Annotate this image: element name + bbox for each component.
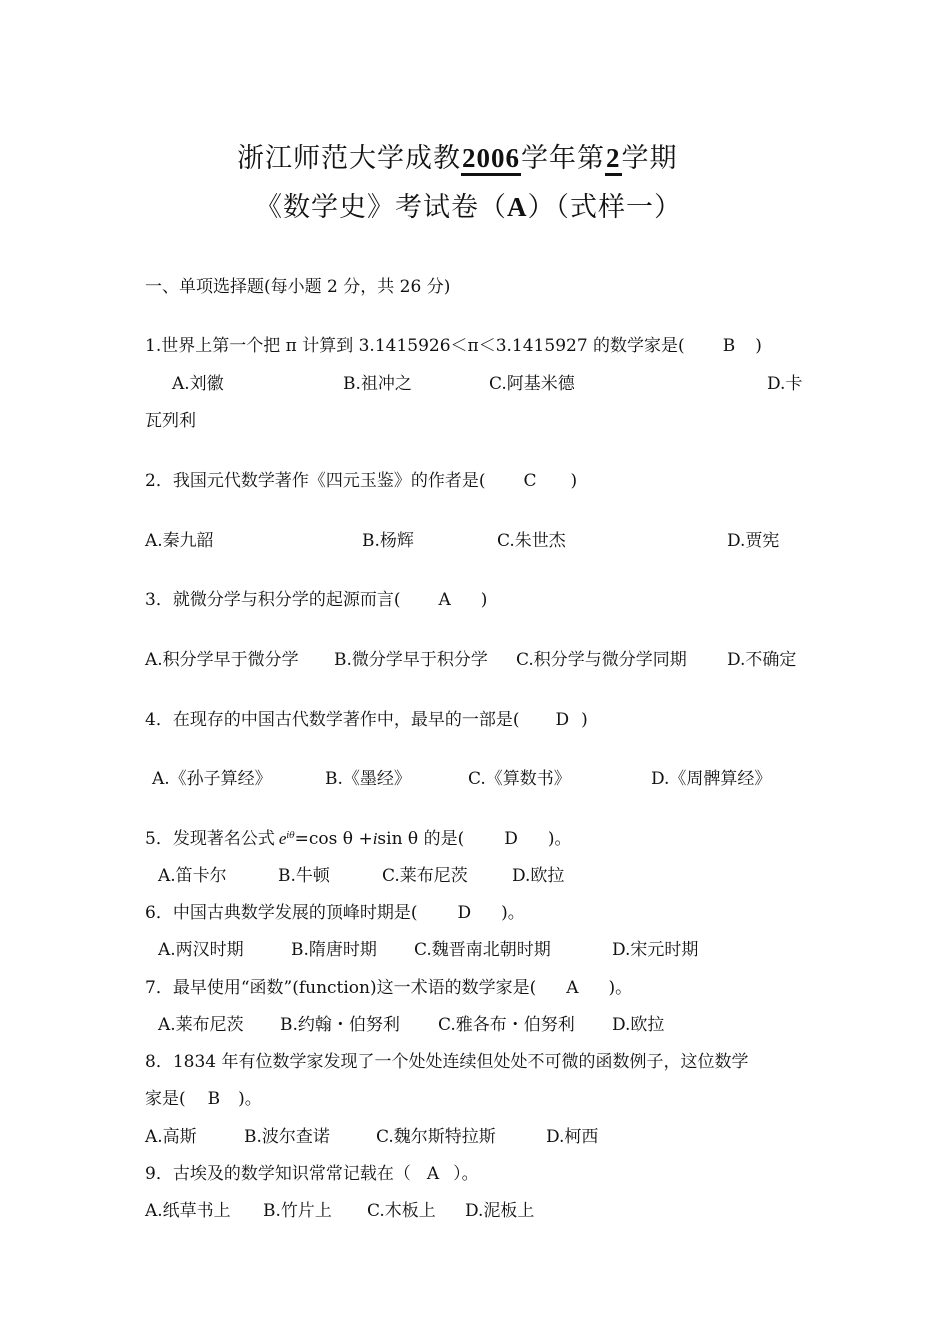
q5-option-b: B.牛顿	[278, 866, 330, 886]
q3-close: )	[480, 590, 488, 610]
q7-answer: A	[566, 978, 579, 998]
q8-close: )。	[238, 1089, 262, 1109]
q2-answer: C	[523, 471, 537, 491]
q4-answer: D	[555, 710, 570, 730]
q8-answer: B	[207, 1089, 221, 1109]
q6-option-b: B.隋唐时期	[291, 940, 377, 960]
q3-text: 3．就微分学与积分学的起源而言(	[145, 590, 401, 610]
question-3-stem	[145, 585, 487, 610]
exam-title-line1	[237, 136, 678, 175]
q9-option-b: B.竹片上	[263, 1201, 332, 1221]
q4-option-d: D.《周髀算经》	[651, 769, 772, 789]
q6-option-c: C.魏晋南北朝时期	[414, 940, 551, 960]
q6-text: 6．中国古典数学发展的顶峰时期是(	[145, 903, 418, 923]
q4-option-b: B.《墨经》	[325, 769, 411, 789]
q1-option-a: A.刘徽	[172, 374, 224, 394]
q5-formula: =cos θ +	[294, 829, 373, 849]
q2-option-d: D.贾宪	[727, 531, 780, 551]
q3-option-c: C.积分学与微分学同期	[516, 650, 687, 670]
q9-answer: A	[426, 1164, 440, 1184]
q6-option-d: D.宋元时期	[612, 940, 699, 960]
title-term: 2	[605, 143, 622, 176]
q9-text: 9．古埃及的数学知识常常记载在（	[145, 1164, 411, 1184]
q5-i: i	[372, 829, 378, 848]
q1-option-d-cont: 瓦列利	[145, 411, 196, 431]
q5-option-a: A.笛卡尔	[158, 866, 227, 886]
q1-close: )	[755, 336, 762, 356]
title2-prefix: 《数学史》考试卷（	[255, 192, 507, 223]
q1-option-c: C.阿基米德	[489, 374, 575, 394]
q7-option-c: C.雅各布・伯努利	[438, 1015, 575, 1035]
q5-option-c: C.莱布尼茨	[382, 866, 468, 886]
question-9-stem	[145, 1159, 479, 1184]
q5-formula2: sin θ 的是(	[377, 829, 465, 849]
question-8-stem: 8．1834 年有位数学家发现了一个处处连续但处处不可微的函数例子，这位数学	[145, 1052, 749, 1072]
question-5-stem	[145, 824, 572, 849]
title-year: 2006	[461, 143, 521, 176]
q8-text: 家是(	[145, 1089, 186, 1109]
q5-exponent: iθ	[286, 831, 295, 841]
title2-paper: A	[507, 192, 528, 222]
q7-option-b: B.约翰・伯努利	[280, 1015, 400, 1035]
q7-text: 7．最早使用“函数”(function)这一术语的数学家是(	[145, 978, 537, 998]
q1-option-d: D.卡	[767, 374, 803, 394]
q6-close: )。	[501, 903, 525, 923]
q6-answer: D	[457, 903, 472, 923]
exam-title-line2	[255, 185, 682, 224]
q3-option-d: D.不确定	[727, 650, 797, 670]
q6-option-a: A.两汉时期	[158, 940, 244, 960]
q4-text: 4．在现存的中国古代数学著作中，最早的一部是(	[145, 710, 520, 730]
q4-close: )	[581, 710, 588, 730]
q4-option-a: A.《孙子算经》	[152, 769, 272, 789]
q9-close: ）。	[453, 1164, 479, 1184]
q4-option-c: C.《算数书》	[468, 769, 571, 789]
q3-option-b: B.微分学早于积分学	[334, 650, 488, 670]
q2-option-c: C.朱世杰	[497, 531, 566, 551]
q5-answer: D	[504, 829, 518, 849]
q7-close: )。	[608, 978, 633, 998]
title-mid: 学年第	[521, 143, 605, 174]
q2-option-a: A.秦九韶	[145, 531, 214, 551]
q2-text: 2．我国元代数学著作《四元玉鉴》的作者是(	[145, 471, 486, 491]
question-6-stem	[145, 898, 525, 923]
question-1-stem	[145, 331, 762, 356]
q2-close: )	[570, 471, 578, 491]
section-heading: 一、单项选择题(每小题 2 分，共 26 分)	[145, 277, 451, 297]
q8-option-d: D.柯西	[546, 1127, 599, 1147]
q3-answer: A	[438, 590, 451, 610]
q5-text: 5．发现著名公式	[145, 829, 275, 849]
question-4-stem	[145, 705, 588, 730]
q8-option-b: B.波尔查诺	[244, 1127, 330, 1147]
q9-option-d: D.泥板上	[465, 1201, 535, 1221]
q1-option-b: B.祖冲之	[343, 374, 412, 394]
q8-option-c: C.魏尔斯特拉斯	[376, 1127, 496, 1147]
q8-option-a: A.高斯	[145, 1127, 197, 1147]
q1-answer: B	[722, 336, 736, 356]
q5-e: e	[278, 829, 287, 848]
q2-option-b: B.杨辉	[362, 531, 414, 551]
question-2-stem	[145, 466, 577, 491]
q7-option-a: A.莱布尼茨	[158, 1015, 244, 1035]
title-prefix: 浙江师范大学成教	[237, 143, 461, 174]
title-suffix: 学期	[621, 143, 678, 174]
q1-text: 1.世界上第一个把 π 计算到 3.1415926＜π＜3.1415927 的数学家是(	[145, 336, 685, 356]
question-8-stem-cont	[145, 1084, 262, 1109]
question-7-stem	[145, 973, 632, 998]
q7-option-d: D.欧拉	[612, 1015, 665, 1035]
q3-option-a: A.积分学早于微分学	[145, 650, 299, 670]
q5-close: )。	[547, 829, 572, 849]
q9-option-a: A.纸草书上	[145, 1201, 231, 1221]
q5-option-d: D.欧拉	[512, 866, 565, 886]
q9-option-c: C.木板上	[367, 1201, 436, 1221]
title2-suffix: ）（式样一）	[527, 192, 682, 223]
